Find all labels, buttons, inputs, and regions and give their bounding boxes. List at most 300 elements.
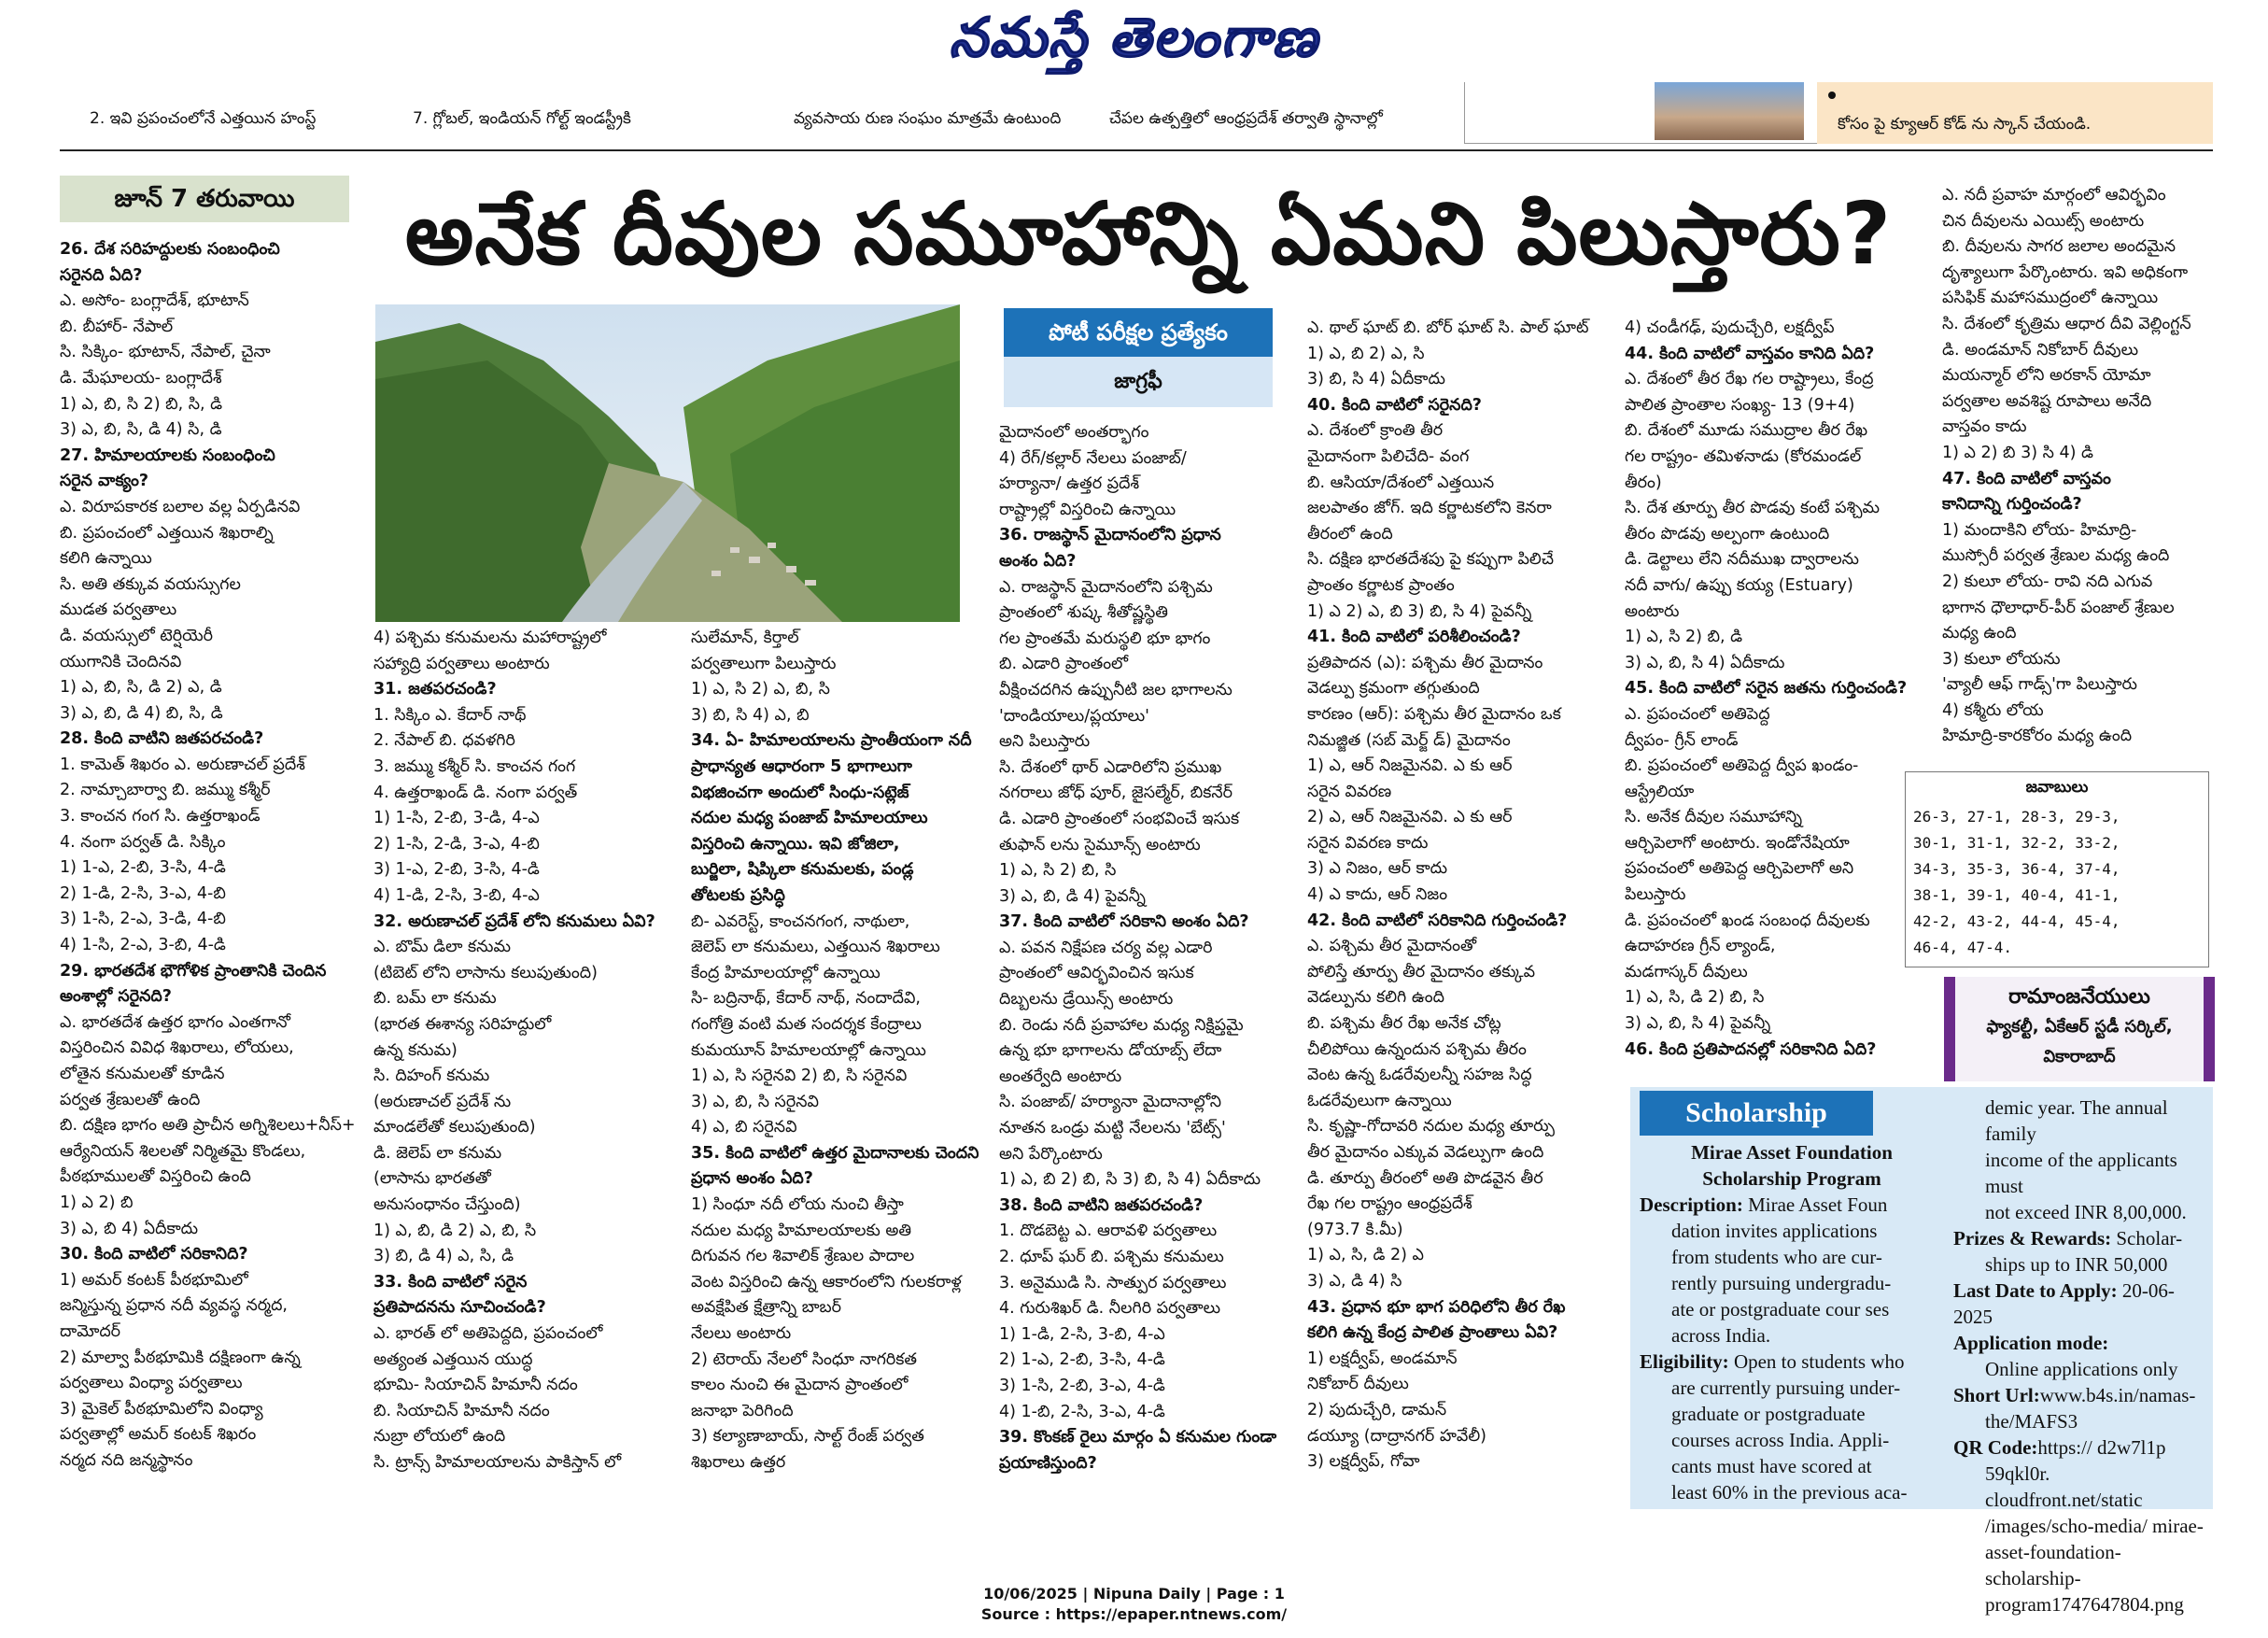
- column-text-line: 3) ఎ నిజం, ఆర్ కాదు: [1307, 859, 1448, 879]
- column-text-line: పాలిత ప్రాంతాల సంఖ్య- 13 (9+4): [1625, 395, 1855, 415]
- short-url-first[interactable]: www.b4s.in/namas-: [2039, 1384, 2196, 1406]
- column-text-line: శిఖరాలు ఉత్తర: [691, 1453, 786, 1472]
- strip-col-2: [413, 82, 730, 148]
- column-text-line: 4) 1-బి, 2-సి, 3-ఎ, 4-డి: [999, 1402, 1165, 1421]
- column-text-line: బుర్జిలా, షిప్కిలా కనుమలకు, పండ్ల: [691, 860, 914, 880]
- column-text-line: 1) ఎ, సి, డి 2) ఎ: [1307, 1246, 1424, 1265]
- column-text-line: డి. అండమాన్ నికోబార్ దీవులు: [1942, 340, 2139, 360]
- column-text-line: 3) లక్షద్వీప్, గోవా: [1307, 1452, 1420, 1472]
- column-text-line: 4. ఉత్తరాఖండ్ డి. నంగా పర్వత్: [373, 783, 578, 802]
- column-text-line: తుఫాన్ లను సైమూన్స్ అంటారు: [999, 835, 1201, 854]
- column-text-line: 1) ఎ 2) బి: [60, 1193, 134, 1212]
- column-text-line: సరైన వివరణ: [1307, 782, 1392, 801]
- column-text-line: పిలుస్తారు: [1625, 885, 1686, 905]
- column-text-line: 4. నంగా పర్వత్ డి. సిక్కిం: [60, 832, 226, 852]
- column-text-line: భాగాన ధౌలాధార్-పీర్ పంజాల్ శ్రేణుల: [1942, 598, 2175, 617]
- eligibility-first: Open to students who: [1728, 1350, 1905, 1373]
- column-text-line: 4) 1-డి, 2-సి, 3-బి, 4-ఎ: [373, 885, 540, 905]
- column-text-line: సి. సిక్కిం- భూటాన్, నేపాల్, చైనా: [60, 343, 271, 362]
- qr-first[interactable]: https:// d2w7l1p: [2037, 1436, 2166, 1459]
- column-text-line: ప్రాధాన్యత ఆధారంగా 5 భాగాలుగా: [691, 756, 912, 776]
- column-text-line: జన్మిస్తున్న ప్రధాన నదీ వ్యవస్థ నర్మద,: [60, 1296, 288, 1316]
- column-text-line: 47. కింది వాటిలో వాస్తవం: [1942, 469, 2111, 488]
- column-text-line: మధ్య ఉంది: [1942, 624, 2017, 643]
- strip-col-3: [794, 82, 1148, 148]
- column-text-line: బి. దక్షిణ భాగం అతి ప్రాచీన అగ్నిశిలలు+నీస్+: [60, 1116, 356, 1136]
- column-text-line: ఎ. పవన నిక్షేపణ చర్య వల్ల ఎడారి: [999, 938, 1213, 957]
- column-text-line: ఓడరేవులుగా ఉన్నాయి: [1307, 1091, 1452, 1110]
- top-rule: [60, 149, 2213, 151]
- strip-text: 7. గ్లోబల్, ఇండియన్ గోల్ట్ ఇండస్ట్రీకి: [413, 109, 631, 128]
- column-text-line: 4) రేగ్/కల్లార్ నేలలు పంజాబ్/: [999, 448, 1187, 468]
- qr-url-line: /images/scho-media/ mirae-: [1985, 1515, 2204, 1537]
- column-text-line: నేలలు అంటారు: [691, 1324, 792, 1344]
- column-2: [373, 626, 682, 1550]
- column-1: [60, 237, 359, 1545]
- column-text-line: 1) లక్షద్వీప్, అండమాన్: [1307, 1349, 1458, 1368]
- column-text-line: 2. నేపాల్ బి. ధవళగిరి: [373, 731, 515, 751]
- strip-text: చేపల ఉత్పత్తిలో ఆంధ్రప్రదేశ్ తర్వాతి స్థానాల్లో: [1109, 109, 1383, 128]
- column-text-line: హిమాద్రి-కారకోరం మధ్య ఉంది: [1942, 727, 2133, 746]
- column-text-line: 33. కింది వాటిలో సరైన: [373, 1272, 528, 1292]
- column-text-line: 1) ఎ, బి 2) ఎ, సి: [1307, 344, 1425, 363]
- column-text-line: 28. కింది వాటిని జతపరచండి?: [60, 729, 264, 749]
- article-headline: అనేక దీవుల సమూహాన్ని ఏమని పిలుస్తారు?: [404, 184, 1893, 284]
- column-text-line: 3) ఎ, బి, సి 4) పైవన్నీ: [1625, 1014, 1771, 1034]
- qr-url-line: 59qkl0r. cloudfront.net/static: [1985, 1462, 2143, 1511]
- column-text-line: ప్రతిపాదన (ఎ): పశ్చిమ తీర మైదానం: [1307, 653, 1543, 672]
- badge-title: పోటీ పరీక్షల ప్రత్యేకం: [1004, 308, 1273, 357]
- column-text-line: మైదానంలో అంతర్భాగం: [999, 423, 1149, 442]
- scholarship-program: Scholarship Program: [1702, 1167, 1881, 1190]
- column-text-line: 3) ఎ, బి, సి సరైనవి: [691, 1092, 819, 1111]
- prizes-first: Scholar-: [2111, 1227, 2183, 1250]
- masthead-title: నమస్తే తెలంగాణ: [949, 6, 1319, 69]
- column-text-line: పర్వతాల్లో అమర్ కంటక్ శిఖరం: [60, 1425, 257, 1445]
- column-text-line: ప్రయాణిస్తుంది?: [999, 1453, 1097, 1473]
- short-url-rest[interactable]: the/MAFS3: [1985, 1410, 2078, 1433]
- column-text-line: ఎ. భారతదేశ ఉత్తర భాగం ఎంతగానో: [60, 1012, 290, 1032]
- column-text-line: విభజించగా అందులో సింధు-సట్లెజ్: [691, 783, 909, 802]
- column-text-line: 3) ఎ, డి 4) సి: [1307, 1271, 1402, 1291]
- column-text-line: ముస్సోరీ పర్వత శ్రేణుల మధ్య ఉంది: [1942, 546, 2170, 566]
- column-text-line: 42. కింది వాటిలో సరికానిది గుర్తించండి?: [1307, 911, 1568, 930]
- column-text-line: సరైనది ఏది?: [60, 265, 143, 285]
- column-text-line: పోలిస్తే తూర్పు తీర మైదానం తక్కువ: [1307, 962, 1536, 981]
- eligibility-cont-line: demic year. The annual family: [1985, 1096, 2168, 1145]
- column-text-line: 44. కింది వాటిలో వాస్తవం కానిది ఏది?: [1625, 344, 1875, 363]
- column-text-line: దిబ్బలను డ్రేయిన్స్ అంటారు: [999, 990, 1174, 1010]
- column-text-line: 4) చండీగఢ్, పుదుచ్చేరి, లక్షద్వీప్: [1625, 318, 1835, 337]
- column-text-line: రేఖ గల రాష్ట్రం ఆంధ్రప్రదేశ్: [1307, 1194, 1472, 1214]
- column-text-line: 3) మైకెల్ పీఠభూమిలోని వింధ్యా: [60, 1399, 263, 1419]
- prizes-rest: ships up to INR 50,000: [1985, 1253, 2168, 1276]
- column-text-line: 1) ఎ, బి 2) బి, సి 3) బి, సి 4) ఏదీకాదు: [999, 1170, 1261, 1190]
- eligibility-line: courses across India. Appli-: [1671, 1429, 1890, 1451]
- column-text-line: ముడత పర్వతాలు: [60, 600, 177, 620]
- column-text-line: బి. ప్రపంచంలో అతిపెద్ద ద్వీప ఖండం-: [1625, 756, 1859, 776]
- column-text-line: 36. రాజస్థాన్ మైదానంలోని ప్రధాన: [999, 526, 1221, 545]
- column-text-line: 3) ఎ, బి 4) ఏదీకాదు: [60, 1219, 199, 1238]
- column-text-line: కాలం నుంచి ఈ మైదాన ప్రాంతంలో: [691, 1376, 909, 1395]
- column-text-line: 27. హిమాలయాలకు సంబంధించి: [60, 445, 275, 465]
- description-line: from students who are cur-: [1671, 1246, 1882, 1268]
- column-text-line: ఆస్ట్రేలియా: [1625, 782, 1695, 801]
- description-line: dation invites applications: [1671, 1220, 1878, 1242]
- column-text-line: 2) 1-ఎ, 2-బి, 3-సి, 4-డి: [999, 1350, 1165, 1370]
- column-text-line: దృశ్యాలుగా పేర్కొంటారు. ఇవి అధికంగా: [1942, 262, 2189, 282]
- last-date-value: 20-06-2025: [1953, 1279, 2175, 1328]
- column-text-line: మయన్మార్ లోని అరకాన్ యోమా: [1942, 366, 2151, 386]
- column-text-line: చీలిపోయి ఉన్నందున పశ్చిమ తీరం: [1307, 1039, 1527, 1059]
- scholarship-right-column: [1953, 1094, 2207, 1617]
- column-text-line: నగరాలు జోధ్ పూర్, జైసల్మేర్, బికనేర్: [999, 784, 1233, 803]
- column-text-line: నిమజ్జిత (సబ్ మెర్జ్ డ్) మైదానం: [1307, 730, 1511, 750]
- scholarship-qr: [1953, 1434, 2207, 1461]
- column-text-line: (973.7 కి.మీ): [1307, 1220, 1403, 1239]
- column-text-line: కలిగి ఉన్నాయి: [60, 549, 152, 569]
- column-text-line: 34. ఏ- హిమాలయాలను ప్రాంతీయంగా నదీ: [691, 731, 972, 751]
- column-6: [1625, 316, 1942, 1081]
- column-text-line: విస్తరించిన వివిధ శిఖరాలు, లోయలు,: [60, 1038, 294, 1058]
- column-text-line: జనాభా పెరిగింది: [691, 1401, 794, 1420]
- column-text-line: నికోబార్ దీవులు: [1307, 1375, 1409, 1394]
- column-text-line: డి. డెల్టాలు లేని నదీముఖ ద్వారాలను: [1625, 550, 1859, 570]
- column-text-line: ఎ. అసోం- బంగ్లాదేశ్, భూటాన్: [60, 291, 249, 311]
- column-text-line: 2) టెరాయ్ నేలలో సింధూ నాగరికత: [691, 1349, 918, 1369]
- eligibility-cont-line: income of the applicants must: [1985, 1149, 2177, 1197]
- column-text-line: 3) 1-ఎ, 2-బి, 3-సి, 4-డి: [373, 860, 540, 880]
- column-text-line: డి. ప్రపంచంలో ఖండ సంబంధ దీవులకు: [1625, 911, 1870, 930]
- column-text-line: సి. దక్షిణ భారతదేశపు పై కప్పుగా పిలిచే: [1307, 550, 1555, 570]
- column-text-line: ఉన్న భూ భాగాలను డోయాబ్స్ లేదా: [999, 1041, 1222, 1061]
- column-text-line: 30. కింది వాటిలో సరికానిది?: [60, 1245, 248, 1264]
- column-text-line: మడగాస్కర్ దీవులు: [1625, 962, 1748, 981]
- column-text-line: 39. కొంకణ్ రైలు మార్గం ఏ కనుమల గుండా: [999, 1428, 1277, 1447]
- column-text-line: చిన దీవులను ఎయిట్స్ అంటారు: [1942, 211, 2145, 231]
- mode-label: Application mode:: [1953, 1332, 2109, 1354]
- column-text-line: 1) ఎ, సి 2) ఎ, బి, సి: [691, 680, 830, 699]
- column-text-line: 3) బి, సి 4) ఎ, బి: [691, 705, 810, 725]
- column-text-line: 1) ఎ 2) బి 3) సి 4) డి: [1942, 443, 2093, 462]
- column-text-line: సి. దేశంలో కృత్రిమ ఆధార దీవి వెల్లింగ్టన్: [1942, 314, 2191, 333]
- column-text-line: కానిదాన్ని గుర్తించండి?: [1942, 495, 2082, 515]
- column-text-line: అంతర్వేది అంటారు: [999, 1066, 1122, 1086]
- column-text-line: 3) 1-సి, 2-బి, 3-ఎ, 4-డి: [999, 1376, 1165, 1395]
- description-line: across India.: [1671, 1324, 1771, 1347]
- column-text-line: ప్రతిపాదనను సూచించండి?: [373, 1298, 546, 1318]
- column-text-line: 1. కామెత్ శిఖరం ఎ. అరుణాచల్ ప్రదేశ్: [60, 755, 305, 774]
- column-text-line: ద్వీపం- గ్రీన్ లాండ్: [1625, 730, 1739, 750]
- column-text-line: అంశం ఏది?: [999, 551, 1077, 571]
- column-text-line: 3. కాంచన గంగ సి. ఉత్తరాఖండ్: [60, 807, 261, 826]
- scholarship-short-url: [1953, 1382, 2207, 1408]
- column-4: [999, 420, 1307, 1541]
- column-text-line: భూమి- సియాచిన్ హిమానీ నదం: [373, 1376, 578, 1395]
- column-text-line: సి. దేశంలో థార్ ఎడారిలోని ప్రముఖ: [999, 757, 1222, 777]
- valley-illustration: [375, 304, 960, 622]
- column-text-line: 3) కల్యాణాబాయ్, సాల్ట్ రేంజ్ పర్వత: [691, 1427, 924, 1447]
- answer-row-line: 38-1, 39-1, 40-4, 41-1,: [1913, 886, 2120, 904]
- column-text-line: అని పేర్కొంటారు: [999, 1144, 1103, 1164]
- column-text-line: 26. దేశ సరిహద్దులకు సంబంధించి: [60, 240, 280, 259]
- column-text-line: సి. దిహంగ్ కనుమ: [373, 1066, 490, 1086]
- column-text-line: (భారత ఈశాన్య సరిహద్దులో: [373, 1014, 552, 1034]
- column-text-line: 3) ఎ, బి, సి 4) ఏదీకాదు: [1625, 653, 1785, 672]
- column-text-line: ఎ. పశ్చిమ తీర మైదానంతో: [1307, 937, 1477, 956]
- column-text-line: 1) ఎ, బి, డి 2) ఎ, బి, సి: [373, 1221, 537, 1240]
- column-text-line: బి. బీహార్- నేపాల్: [60, 317, 174, 336]
- answer-key-title: జవాబులు: [2025, 778, 2089, 797]
- column-text-line: బి. రెండు నదీ ప్రవాహాల మధ్య నిక్షిప్తమై: [999, 1015, 1244, 1035]
- page-footer: [0, 1584, 2268, 1625]
- column-text-line: డి. వయస్సులో టెర్షియెరీ: [60, 626, 214, 645]
- masthead: [0, 6, 2268, 83]
- author-box: [1944, 977, 2215, 1081]
- scholarship-box: [1630, 1087, 2213, 1616]
- column-text-line: ఉన్న కనుమ): [373, 1040, 458, 1060]
- column-text-line: ఎ. నదీ ప్రవాహ మార్గంలో ఆవిర్భవిం: [1942, 186, 2166, 205]
- author-photo: [1655, 82, 1804, 140]
- column-text-line: నదీ వాగు/ ఉప్పు కయ్య (Estuary): [1625, 575, 1853, 595]
- footer-source-line: Source : https://epaper.ntnews.com/: [980, 1605, 1288, 1623]
- column-text-line: ఎ. విరూపకారక బలాల వల్ల ఏర్పడినవి: [60, 497, 301, 516]
- column-text-line: 43. ప్రధాన భూ భాగ పరిధిలోని తీర రేఖ: [1307, 1297, 1566, 1317]
- column-text-line: 3) ఎ, బి, డి 4) పైవన్నీ: [999, 886, 1146, 906]
- column-text-line: 2) ఎ, ఆర్ నిజమైనవి. ఎ కు ఆర్: [1307, 808, 1513, 827]
- column-text-line: డి. తూర్పు తీరంలో అతి పొడవైన తీర: [1307, 1168, 1543, 1188]
- scholarship-left-column: [1640, 1139, 1944, 1505]
- column-text-line: 4) ఎ కాదు, ఆర్ నిజం: [1307, 885, 1448, 905]
- column-text-line: బి. దేశంలో మూడు సముద్రాల తీర రేఖ: [1625, 421, 1868, 441]
- column-text-line: 1. సిక్కిం ఎ. కేదార్ నాథ్: [373, 705, 527, 725]
- column-text-line: మాండలేతో కలుపుతుంది): [373, 1118, 536, 1137]
- footer-date-line: 10/06/2025 | Nipuna Daily | Page : 1: [983, 1585, 1285, 1603]
- column-text-line: నర్మద నది జన్మస్థానం: [60, 1450, 193, 1470]
- column-text-line: బి- ఎవరెస్ట్, కాంచనగంగ, నాథులా,: [691, 911, 910, 931]
- column-text-line: పీఠభూములతో విస్తరించి ఉంది: [60, 1167, 251, 1187]
- strip-text: వ్యవసాయ రుణ సంఘం మాత్రమే ఉంటుంది: [794, 109, 1062, 128]
- column-text-line: నదుల మధ్య హిమాలయాలకు అతి: [691, 1221, 912, 1240]
- column-text-line: 3. అనైముడి సి. సాత్పుర పర్వతాలు: [999, 1273, 1227, 1292]
- column-text-line: నూతన ఒండ్రు మట్టి నేలలను 'బేట్స్': [999, 1119, 1226, 1138]
- column-text-line: బి. ఆసియా/దేశంలో ఎత్తయిన: [1307, 473, 1495, 492]
- column-text-line: సరైన వాక్యం?: [60, 472, 148, 491]
- column-text-line: 2. ధూప్ ఘర్ బి. పశ్చిమ కనుమలు: [999, 1248, 1224, 1266]
- column-text-line: 1) సింధూ నదీ లోయ నుంచి తీస్తా: [691, 1195, 904, 1215]
- valley-photo: [375, 304, 960, 622]
- answer-row-line: 30-1, 31-1, 32-2, 33-2,: [1913, 834, 2120, 852]
- column-text-line: 1) ఎ, బి, సి 2) బి, సి, డి: [60, 394, 223, 414]
- column-text-line: సి. ట్రాన్స్ హిమాలయాలను పాకిస్తాన్ లో: [373, 1453, 622, 1472]
- answer-row-line: 26-3, 27-1, 28-3, 29-3,: [1913, 808, 2120, 826]
- column-text-line: ఆర్చిపెలాగో అంటారు. ఇండోనేషియా: [1625, 833, 1850, 853]
- column-text-line: వెడల్పు క్రమంగా తగ్గుతుంది: [1307, 679, 1480, 699]
- qr-notice-text: కోసం పై క్యూఆర్ కోడ్ ను స్కాన్ చేయండి.: [1838, 115, 2092, 134]
- eligibility-label: Eligibility:: [1640, 1350, 1729, 1373]
- column-text-line: 31. జతపరచండి?: [373, 680, 497, 699]
- qr-label: QR Code:: [1953, 1436, 2038, 1459]
- column-text-line: బి. ప్రపంచంలో ఎత్తయిన శిఖరాల్ని: [60, 523, 274, 543]
- column-text-line: (టిబెట్ లోని లాసాను కలుపుతుంది): [373, 963, 598, 982]
- column-text-line: గల రాష్ట్రం- తమిళనాడు (కోరమండల్: [1625, 446, 1862, 466]
- column-text-line: అంటారు: [1625, 601, 1680, 621]
- strip-partial: [1109, 82, 1483, 106]
- continued-tag: జూన్ 7 తరువాయి: [60, 176, 349, 222]
- strip-partial: [1838, 88, 2204, 112]
- column-text-line: 4) పశ్చిమ కనుమలను మహారాష్ట్రలో: [373, 628, 607, 647]
- column-text-line: (లాసాను భారతతో: [373, 1169, 491, 1189]
- column-text-line: సి- బద్రినాథ్, కేదార్ నాథ్, నందాదేవి,: [691, 989, 921, 1009]
- column-text-line: 'దాండియాలు/ప్లయాలు': [999, 706, 1149, 726]
- column-text-line: 1) ఎ, సి సరైనవి 2) బి, సి సరైనవి: [691, 1066, 908, 1086]
- column-text-line: 3) 1-సి, 2-ఎ, 3-డి, 4-బి: [60, 910, 226, 929]
- prizes-label: Prizes & Rewards:: [1953, 1227, 2112, 1250]
- column-text-line: బి. దీవులను సాగర జలాల అందమైన: [1942, 237, 2176, 257]
- column-text-line: సహ్యాద్రి పర్వతాలు అంటారు: [373, 654, 550, 673]
- column-text-line: 45. కింది వాటిలో సరైన జతను గుర్తించండి?: [1625, 679, 1908, 699]
- column-text-line: 1) ఎ, సి 2) బి, డి: [1625, 628, 1743, 647]
- column-text-line: రాష్ట్రాల్లో విస్తరించి ఉన్నాయి: [999, 500, 1176, 519]
- column-text-line: 1) అమర్ కంటక్ పీఠభూమిలో: [60, 1270, 248, 1290]
- column-7: [1942, 183, 2222, 762]
- column-text-line: 1) మందాకిని లోయ- హిమాద్రి-: [1942, 520, 2137, 540]
- strip-partial: [90, 82, 370, 106]
- author-name: రామాంజనేయులు: [2008, 985, 2150, 1009]
- column-text-line: 3. జమ్ము కశ్మీర్ సి. కాంచన గంగ: [373, 756, 576, 776]
- description-first: Mirae Asset Foun: [1742, 1193, 1888, 1216]
- column-text-line: 1) ఎ, బి, సి, డి 2) ఎ, డి: [60, 678, 222, 698]
- column-text-line: వీక్షించదగిన ఉప్పునీటి జల భాగాలను: [999, 680, 1233, 699]
- column-text-line: డయ్యూ (దాద్రానగర్ హవేలీ): [1307, 1426, 1487, 1446]
- column-text-line: సరైన వివరణ కాదు: [1307, 833, 1429, 853]
- column-text-line: గల ప్రాంతమే మరుస్థలి భూ భాగం: [999, 628, 1211, 648]
- column-text-line: వాస్తవం కాదు: [1942, 417, 2027, 437]
- column-text-line: 46. కింది ప్రతిపాదనల్లో సరికానిది ఏది?: [1625, 1039, 1877, 1059]
- answer-key-rows: [1913, 804, 2201, 961]
- description-line: ate or postgraduate cour ses: [1671, 1298, 1890, 1320]
- strip-col-1: [90, 82, 370, 148]
- qr-url-line: asset-foundation-scholarship-: [1985, 1541, 2121, 1589]
- column-text-line: 1) ఎ, సి, డి 2) బి, సి: [1625, 988, 1765, 1008]
- column-text-line: డి. ఎడారి ప్రాంతంలో సంభవించే ఇసుక: [999, 809, 1240, 828]
- scholarship-description: [1640, 1192, 1944, 1218]
- eligibility-line: cants must have scored at: [1671, 1455, 1872, 1477]
- column-text-line: 3) ఎ, బి, సి, డి 4) సి, డి: [60, 420, 222, 440]
- eligibility-continued: [1953, 1094, 2207, 1225]
- scholarship-mode: [1953, 1330, 2207, 1356]
- column-text-line: పర్వతాలుగా పిలుస్తారు: [691, 654, 837, 673]
- scholarship-heading: Scholarship: [1640, 1091, 1873, 1136]
- column-text-line: 4) కశ్మీరు లోయ: [1942, 700, 2044, 720]
- strip-partial: [413, 82, 730, 106]
- column-text-line: ఎ. రాజస్థాన్ మైదానంలోని పశ్చిమ: [999, 577, 1213, 597]
- column-text-line: 2. నామ్చాబార్వా బి. జమ్ము కశ్మీర్: [60, 781, 271, 800]
- author-designation: ఫ్యాకల్టీ, ఏకేఆర్ స్టడీ సర్కిల్,: [1986, 1017, 2173, 1037]
- section-badge: [1004, 308, 1273, 407]
- column-text-line: ప్రపంచంలో అతిపెద్ద ఆర్చిపెలాగో అని: [1625, 859, 1854, 879]
- column-text-line: అత్యంత ఎత్తయిన యుద్ధ: [373, 1349, 533, 1369]
- column-text-line: 38. కింది వాటిని జతపరచండి?: [999, 1195, 1204, 1215]
- column-5: [1307, 316, 1625, 1541]
- column-text-line: వెడల్పును కలిగి ఉంది: [1307, 988, 1445, 1008]
- column-text-line: సి. అనేక దీవుల సమూహాన్ని: [1625, 808, 1803, 827]
- short-url-label: Short Url:: [1953, 1384, 2040, 1406]
- column-text-line: 3) ఎ, బి, డి 4) బి, సి, డి: [60, 703, 223, 723]
- column-text-line: పర్వతాలు వింధ్యా పర్వతాలు: [60, 1374, 243, 1393]
- answer-row-line: 46-4, 47-4.: [1913, 939, 2012, 956]
- answer-row-line: 34-3, 35-3, 36-4, 37-4,: [1913, 860, 2120, 878]
- last-date-label: Last Date to Apply:: [1953, 1279, 2118, 1302]
- bullet-icon: [1828, 92, 1836, 99]
- column-text-line: 1) 1-డి, 2-సి, 3-బి, 4-ఎ: [999, 1324, 1165, 1344]
- column-text-line: 1) ఎ, ఆర్ నిజమైనవి. ఎ కు ఆర్: [1307, 756, 1513, 776]
- column-text-line: యుగానికి చెందినవి: [60, 652, 182, 671]
- scholarship-last-date: [1953, 1278, 2207, 1330]
- column-text-line: హర్యానా/ ఉత్తర ప్రదేశ్: [999, 474, 1140, 494]
- description-label: Description:: [1640, 1193, 1743, 1216]
- column-text-line: బి. సియాచిన్ హిమానీ నదం: [373, 1401, 550, 1420]
- column-text-line: లోతైన కనుమలతో కూడిన: [60, 1065, 225, 1083]
- column-text-line: ఎ. దేశంలో క్రాంతి తీర: [1307, 421, 1444, 441]
- column-text-line: 4) 1-సి, 2-ఎ, 3-బి, 4-డి: [60, 936, 226, 955]
- column-text-line: సులేమాన్, కిర్తాల్: [691, 628, 799, 647]
- eligibility-rest: [1640, 1375, 1944, 1505]
- eligibility-line: least 60% in the previous aca-: [1671, 1481, 1908, 1504]
- strip-text: 2. ఇవి ప్రపంచంలోనే ఎత్తయిన హంస్ట్: [90, 109, 317, 128]
- column-text-line: డి. జెలెప్ లా కనుమ: [373, 1143, 502, 1163]
- column-text-line: ఎ. దేశంలో తీర రేఖ గల రాష్ట్రాలు, కేంద్ర: [1625, 370, 1874, 389]
- column-text-line: 1) 1-ఎ, 2-బి, 3-సి, 4-డి: [60, 858, 226, 878]
- column-text-line: 2) పుదుచ్చేరి, డామన్: [1307, 1400, 1447, 1419]
- column-text-line: పసిఫిక్ మహాసముద్రంలో ఉన్నాయి: [1942, 289, 2159, 308]
- answer-row-line: 42-2, 43-2, 44-4, 45-4,: [1913, 912, 2120, 930]
- column-text-line: అంశాల్లో సరైనది?: [60, 987, 172, 1007]
- column-text-line: 40. కింది వాటిలో సరైనది?: [1307, 395, 1482, 415]
- column-text-line: అని పిలుస్తారు: [999, 732, 1091, 752]
- column-text-line: బి. బమ్ లా కనుమ: [373, 989, 497, 1009]
- column-text-line: సి. కృష్ణా-గోదావరి నదుల మధ్య తూర్పు: [1307, 1117, 1555, 1137]
- column-text-line: పర్వత శ్రేణులతో ఉంది: [60, 1090, 201, 1109]
- qr-notice-box: [1817, 82, 2213, 144]
- column-text-line: గంగోత్రి వంటి మత సందర్శక కేంద్రాలు: [691, 1014, 922, 1034]
- column-3: [691, 626, 999, 1550]
- qr-url-line: program1747647804.png: [1985, 1593, 2184, 1616]
- eligibility-line: graduate or postgraduate: [1671, 1403, 1866, 1425]
- column-text-line: 1) 1-సి, 2-బి, 3-డి, 4-ఎ: [373, 809, 540, 828]
- column-text-line: 1) ఎ 2) ఎ, బి 3) బి, సి 4) పైవన్నీ: [1307, 601, 1532, 621]
- column-text-line: 1. దొడబెట్ట ఎ. ఆరావళి పర్వతాలు: [999, 1221, 1218, 1241]
- column-text-line: 2) మాల్వా పీఠభూమికి దక్షిణంగా ఉన్న: [60, 1348, 301, 1367]
- column-text-line: 'వ్యాలీ ఆఫ్ గాడ్స్'గా పిలుస్తారు: [1942, 675, 2137, 695]
- column-text-line: సి. అతి తక్కువ వయస్సుగల: [60, 574, 241, 594]
- column-text-line: 3) బి, సి 4) ఏదీకాదు: [1307, 370, 1445, 389]
- column-text-line: నదుల మధ్య పంజాబ్ హిమాలయాలు: [691, 809, 928, 828]
- column-text-line: కలిగి ఉన్న కేంద్ర పాలిత ప్రాంతాలు ఏవి?: [1307, 1323, 1558, 1343]
- eligibility-cont-line: not exceed INR 8,00,000.: [1985, 1201, 2187, 1223]
- column-text-line: సి. దేశ తూర్పు తీర పొడవు కంటే పశ్చిమ: [1625, 499, 1881, 518]
- column-text-line: 4) ఎ, బి సరైనవి: [691, 1118, 797, 1137]
- column-text-line: వెంట ఉన్న ఓడరేవులన్నీ సహజ సిద్ధ: [1307, 1066, 1532, 1085]
- column-text-line: ఉదాహరణ గ్రీన్ ల్యాండ్,: [1625, 937, 1776, 956]
- author-location: వికారాబాద్: [2043, 1047, 2116, 1066]
- column-text-line: ఎ. బొమ్ డిలా కనుమ: [373, 938, 511, 957]
- column-text-line: 3) కులూ లోయను: [1942, 649, 2061, 669]
- column-text-line: ప్రాంతం కర్ణాటక ప్రాంతం: [1307, 575, 1455, 595]
- scholarship-eligibility: [1640, 1349, 1944, 1375]
- column-text-line: బి. పశ్చిమ తీర రేఖ అనేక చోట్ల: [1307, 1014, 1501, 1034]
- column-text-line: ఎ. థాల్ ఘాట్ బి. బోర్ ఘాట్ సి. పాల్ ఘాట్: [1307, 318, 1589, 337]
